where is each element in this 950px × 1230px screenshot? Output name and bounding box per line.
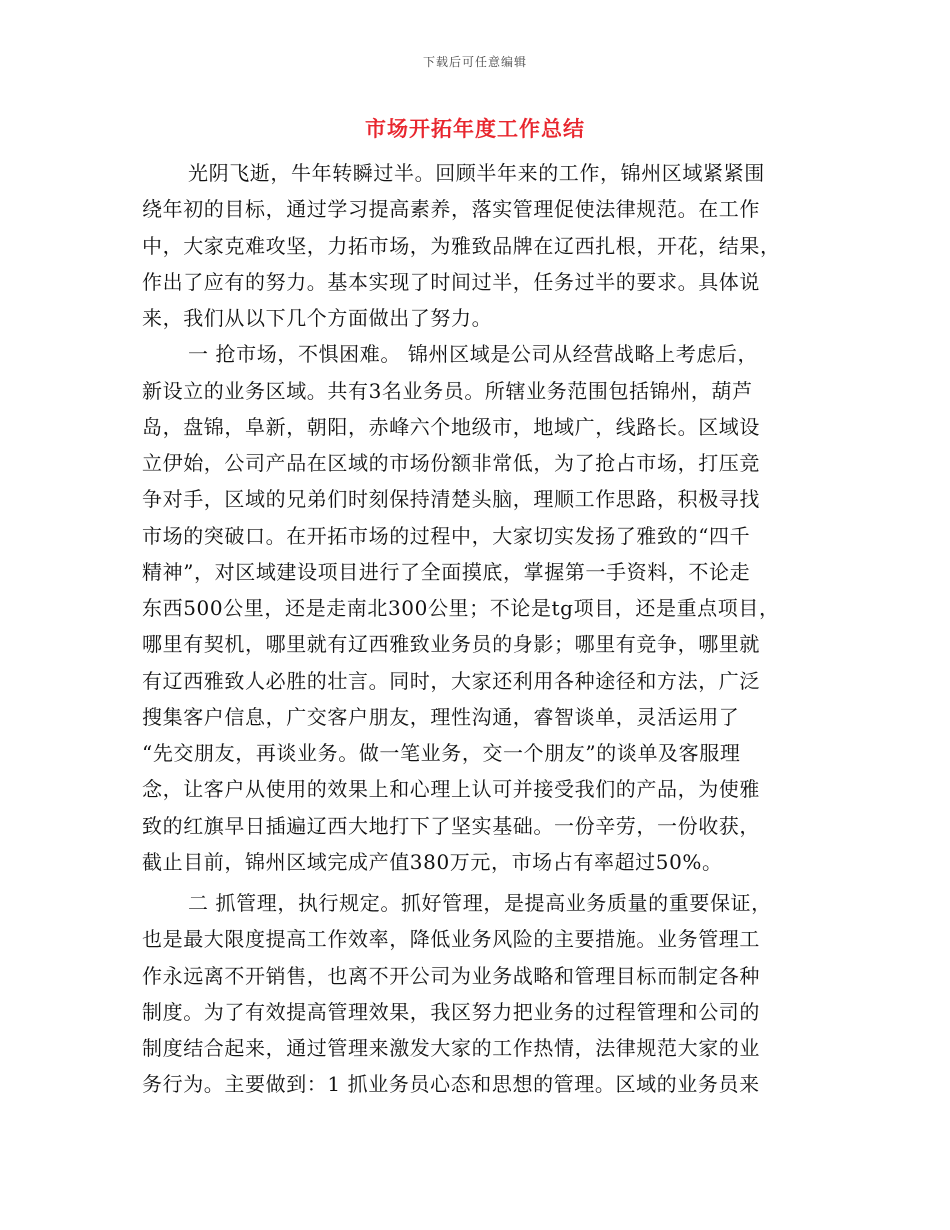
text-line: 务行为。主要做到：1 抓业务员心态和思想的管理。区域的业务员来	[142, 1072, 760, 1097]
text-line: 制度结合起来，通过管理来激发大家的工作热情，法律规范大家的业	[142, 1036, 760, 1060]
text-line: 作永远离不开销售，也离不开公司为业务战略和管理目标而制定各种	[142, 963, 760, 988]
text-line: 争对手，区域的兄弟们时刻保持清楚头脑，理顺工作思路，积极寻找	[142, 487, 760, 512]
text-line: 立伊始，公司产品在区域的市场份额非常低，为了抢占市场，打压竞	[142, 451, 760, 475]
text-line: 来，我们从以下几个方面做出了努力。	[142, 306, 493, 330]
text-line: 截止目前，锦州区域完成产值380万元，市场占有率超过50%。	[142, 849, 723, 874]
page-header: 下载后可任意编辑	[422, 55, 527, 69]
text-line: “先交朋友，再谈业务。做一笔业务，交一个朋友”的谈单及客服理	[142, 741, 741, 765]
text-line: 绕年初的目标，通过学习提高素养，落实管理促使法律规范。在工作	[142, 197, 760, 222]
text-line: 一 抢市场，不惧困难。 锦州区域是公司从经营战略上考虑后，	[188, 342, 759, 367]
text-line: 二 抓管理，执行规定。抓好管理，是提高业务质量的重要保证，	[188, 891, 772, 915]
document-body	[142, 155, 814, 1103]
text-line: 致的红旗早日插遍辽西大地打下了坚实基础。一份辛劳，一份收获，	[142, 813, 760, 838]
text-line: 新设立的业务区域。共有3名业务员。所辖业务范围包括锦州，葫芦	[142, 378, 753, 403]
text-line: 精神”，对区域建设项目进行了全面摸底，掌握第一手资料，不论走	[142, 559, 751, 584]
text-line: 制度。为了有效提高管理效果，我区努力把业务的过程管理和公司的	[142, 999, 760, 1024]
text-line: 市场的突破口。在开拓市场的过程中，大家切实发扬了雅致的“四千	[142, 523, 751, 548]
text-line: 搜集客户信息，广交客户朋友，理性沟通，睿智谈单，灵活运用了	[142, 704, 740, 729]
text-line: 作出了应有的努力。基本实现了时间过半，任务过半的要求。具体说	[142, 269, 760, 294]
text-line: 岛，盘锦，阜新，朝阳，赤峰六个地级市，地域广，线路长。区域设	[142, 414, 760, 439]
text-line: 光阴飞逝，牛年转瞬过半。回顾半年来的工作，锦州区域紧紧围	[188, 161, 765, 185]
text-line: 东西500公里，还是走南北300公里；不论是tg项目，还是重点项目，	[142, 596, 780, 620]
document-title: 市场开拓年度工作总结	[365, 116, 585, 141]
text-line: 也是最大限度提高工作效率，降低业务风险的主要措施。业务管理工	[142, 927, 760, 952]
text-line: 有辽西雅致人必胜的壮言。同时，大家还利用各种途径和方法，广泛	[142, 668, 760, 693]
text-line: 中，大家克难攻坚，力拓市场，为雅致品牌在辽西扎根，开花，结果，	[142, 233, 781, 258]
text-line: 哪里有契机，哪里就有辽西雅致业务员的身影；哪里有竞争，哪里就	[142, 632, 760, 657]
text-line: 念，让客户从使用的效果上和心理上认可并接受我们的产品，为使雅	[142, 777, 760, 802]
